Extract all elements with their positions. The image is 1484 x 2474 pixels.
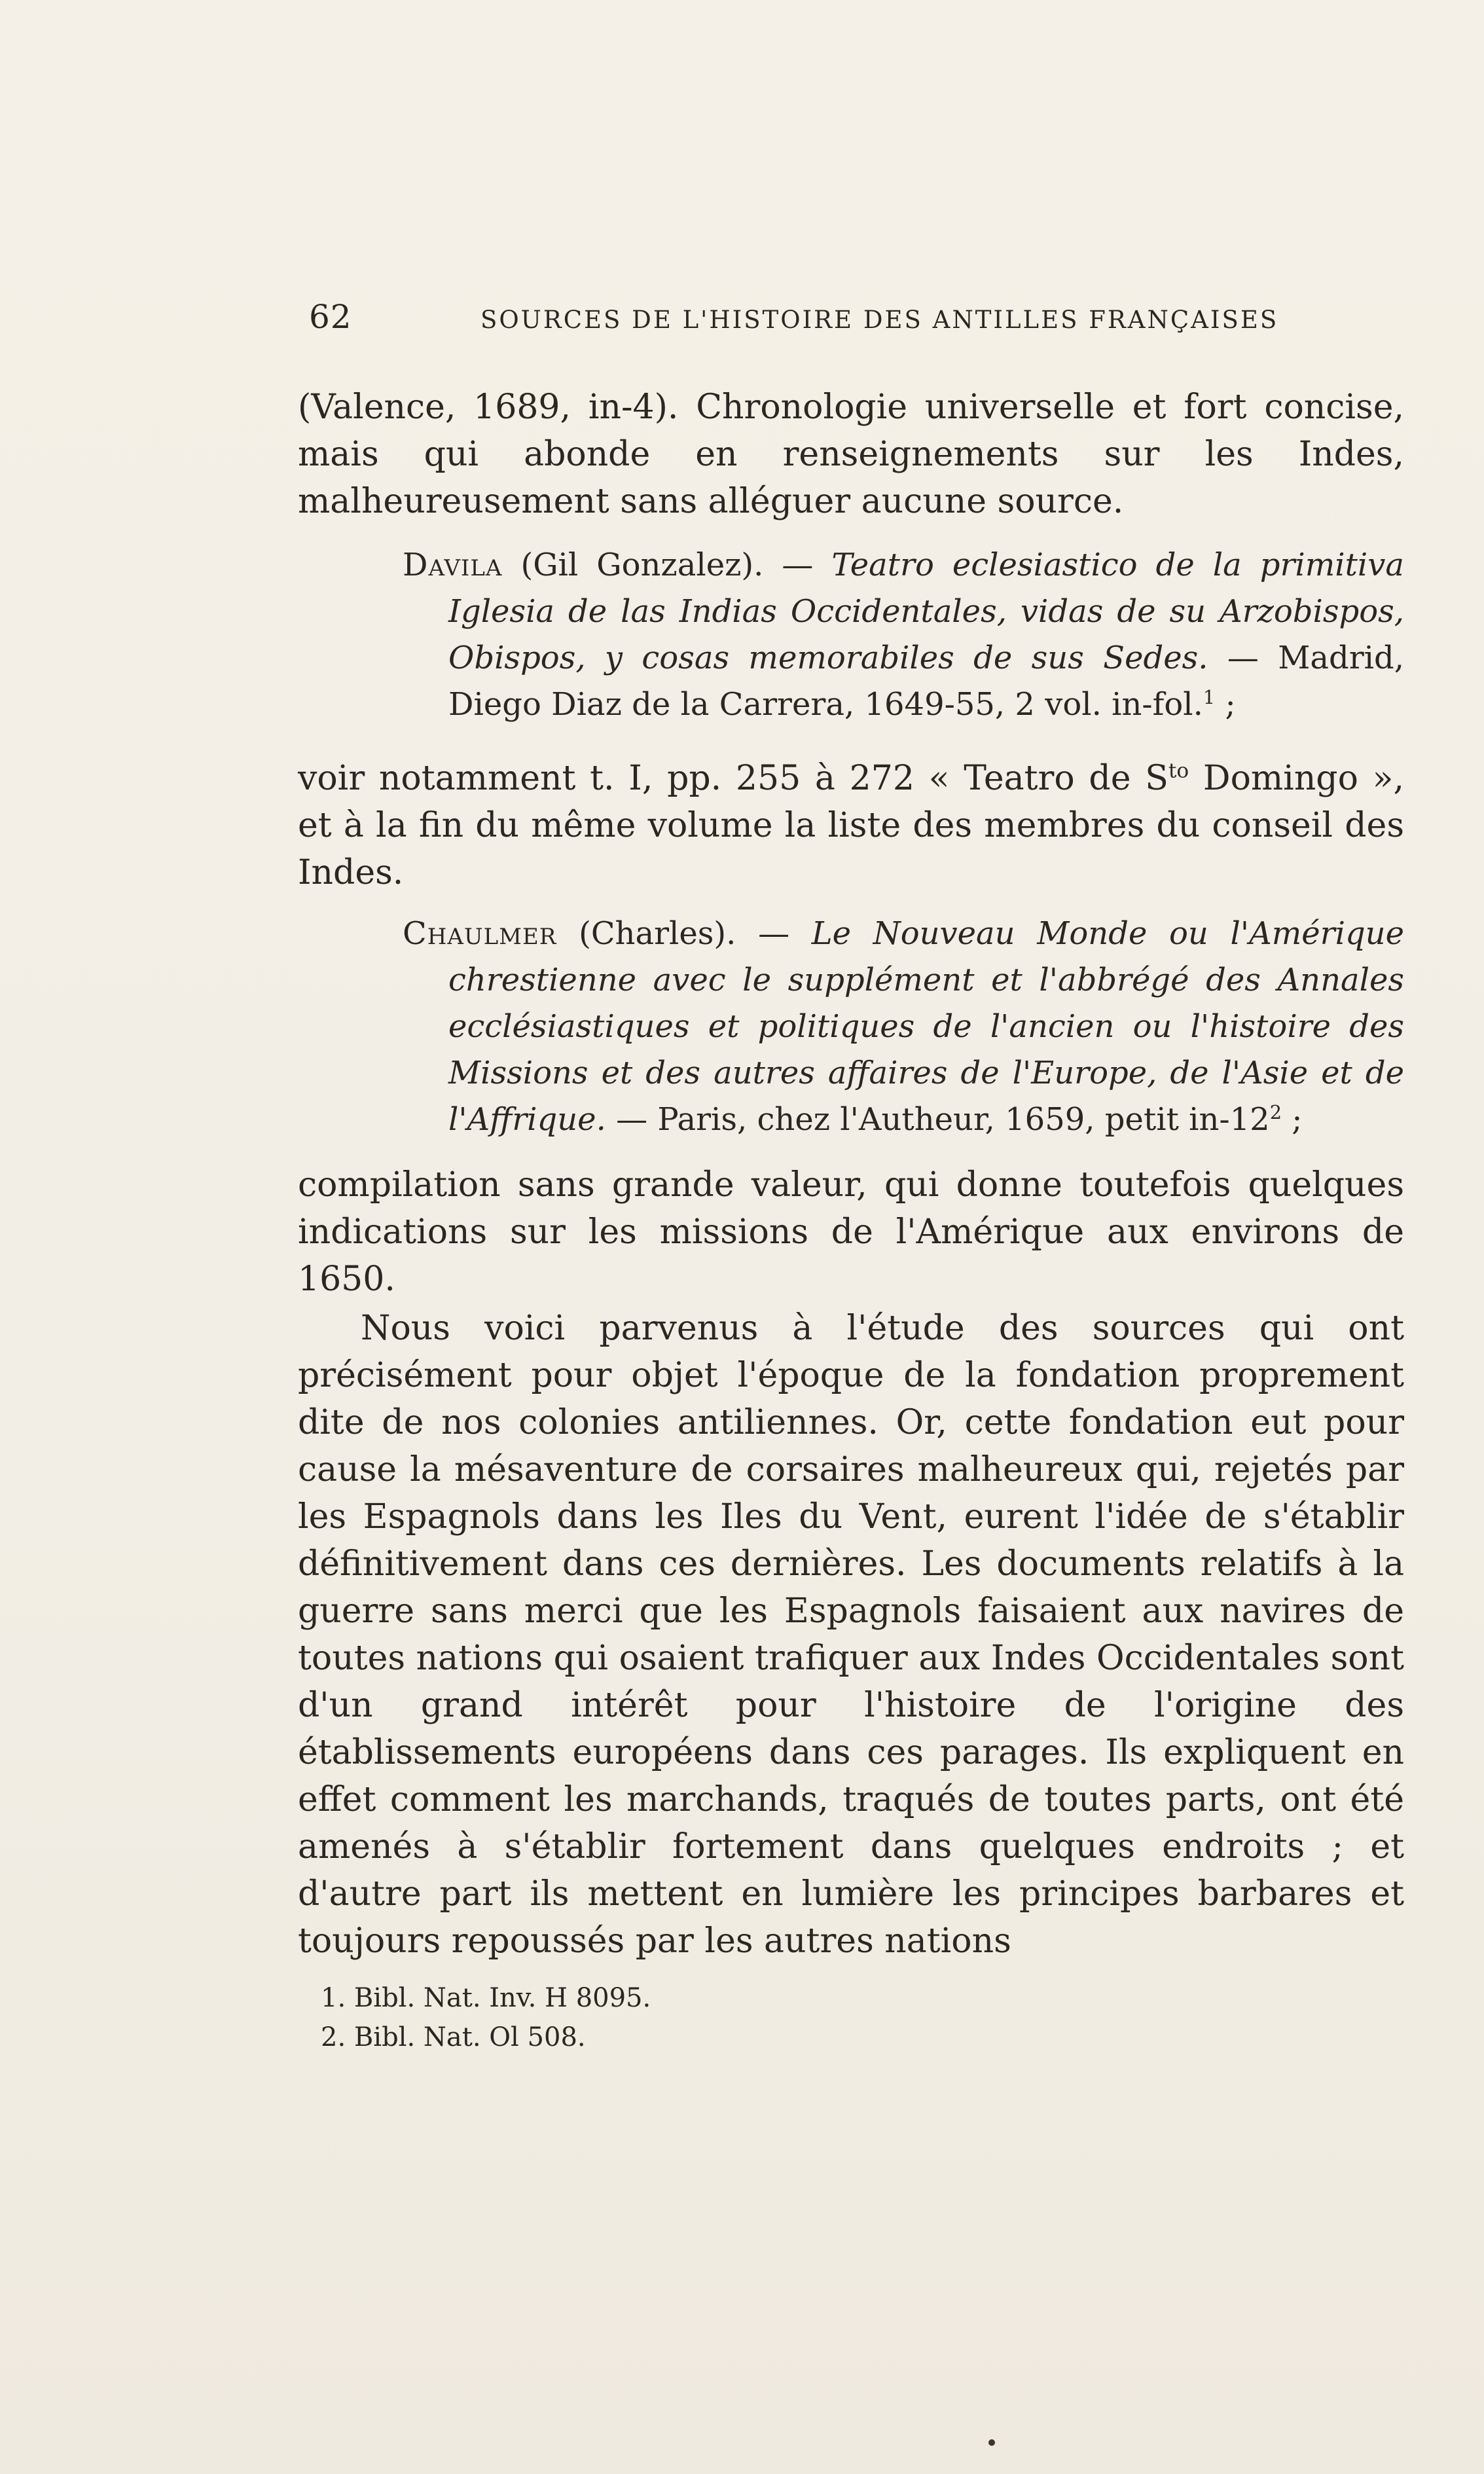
entry-chaulmer-imprint: — Paris, chez l'Autheur, 1659, petit in-12 <box>606 1101 1270 1138</box>
entry-chaulmer-tail: ; <box>1282 1101 1303 1138</box>
entry-davila-note-ref: 1 <box>1203 686 1216 708</box>
paragraph-2-part1: voir notamment t. I, pp. 255 à 272 « Teatro de S <box>298 759 1168 798</box>
entry-davila-title: Teatro eclesiastico de la primitiva Iglesia de las Indias Occidentales, vidas de su Arzobispos, Obispos, y cosas memorabiles de sus Sedes. <box>448 547 1404 676</box>
paragraph-3 <box>298 1161 1404 1303</box>
entry-chaulmer-note-ref: 2 <box>1269 1101 1282 1123</box>
bibliography-entry-chaulmer <box>403 911 1404 1143</box>
paragraph-4 <box>298 1305 1404 1965</box>
paragraph-2-part2: Domingo », et à la fin du même volume la liste des membres du conseil des Indes. <box>298 759 1404 892</box>
paragraph-2-text <box>298 755 1404 896</box>
entry-davila-tail: ; <box>1215 686 1236 723</box>
paragraph-1 <box>298 384 1404 525</box>
paragraph-2 <box>298 755 1404 896</box>
footnotes <box>321 1978 651 2057</box>
paragraph-3-text: compilation sans grande valeur, qui donne toutefois quelques indications sur les missions de l'Amérique aux environs de 1650. <box>298 1165 1404 1299</box>
footnote-2: 2. Bibl. Nat. Ol 508. <box>321 2022 586 2052</box>
entry-chaulmer-title: Le Nouveau Monde ou l'Amérique chrestienne avec le supplément et l'abbrégé des Annales ecclésiastiques et politiques de l'ancien ou l'histoire des Missions et des autres affaires de l'Europe, de l'Asie et de l'Affrique. <box>448 915 1404 1138</box>
paragraph-4-text: Nous voici parvenus à l'étude des sources qui ont précisément pour objet l'époque de la fondation proprement dite de nos colonies antiliennes. Or, cette fondation eut pour cause la mésaventure de corsaires malheureux qui, rejetés par les Espagnols dans les Iles du Vent, eurent l'idée de s'établir définitivement dans ces dernières. Les documents relatifs à la guerre sans merci que les Espagnols faisaient aux navires de toutes nations qui osaient trafiquer aux Indes Occidentales sont d'un grand intérêt pour l'histoire de l'origine des établissements européens dans ces parages. Ils expliquent en effet comment les marchands, traqués de toutes parts, ont été amenés à s'établir fortement dans quelques endroits ; et d'autre part ils mettent en lumière les principes barbares et toujours repoussés par les autres nations <box>298 1309 1404 1961</box>
paragraph-2-sup: to <box>1168 759 1189 783</box>
entry-chaulmer-text <box>403 911 1404 1143</box>
entry-chaulmer-author: Chaulmer <box>403 915 557 952</box>
entry-davila-author: Davila <box>403 547 503 583</box>
entry-davila-imprint: — Madrid, Diego Diaz de la Carrera, 1649-55, 2 vol. in-fol. <box>448 640 1404 723</box>
footnote-1: 1. Bibl. Nat. Inv. H 8095. <box>321 1983 651 2013</box>
entry-davila-text <box>403 542 1404 728</box>
ink-speck <box>988 2439 995 2446</box>
page-header <box>309 298 1402 344</box>
entry-chaulmer-author-rest: (Charles). — <box>556 915 812 952</box>
bibliography-entry-davila <box>403 542 1404 728</box>
entry-davila-author-rest: (Gil Gonzalez). — <box>502 547 832 583</box>
page-number: 62 <box>309 298 352 336</box>
running-title: SOURCES DE L'HISTOIRE DES ANTILLES FRANÇAISES <box>480 306 1279 334</box>
paragraph-1-text: (Valence, 1689, in-4). Chronologie universelle et fort concise, mais qui abonde en renseignements sur les Indes, malheureusement sans alléguer aucune source. <box>298 388 1404 521</box>
